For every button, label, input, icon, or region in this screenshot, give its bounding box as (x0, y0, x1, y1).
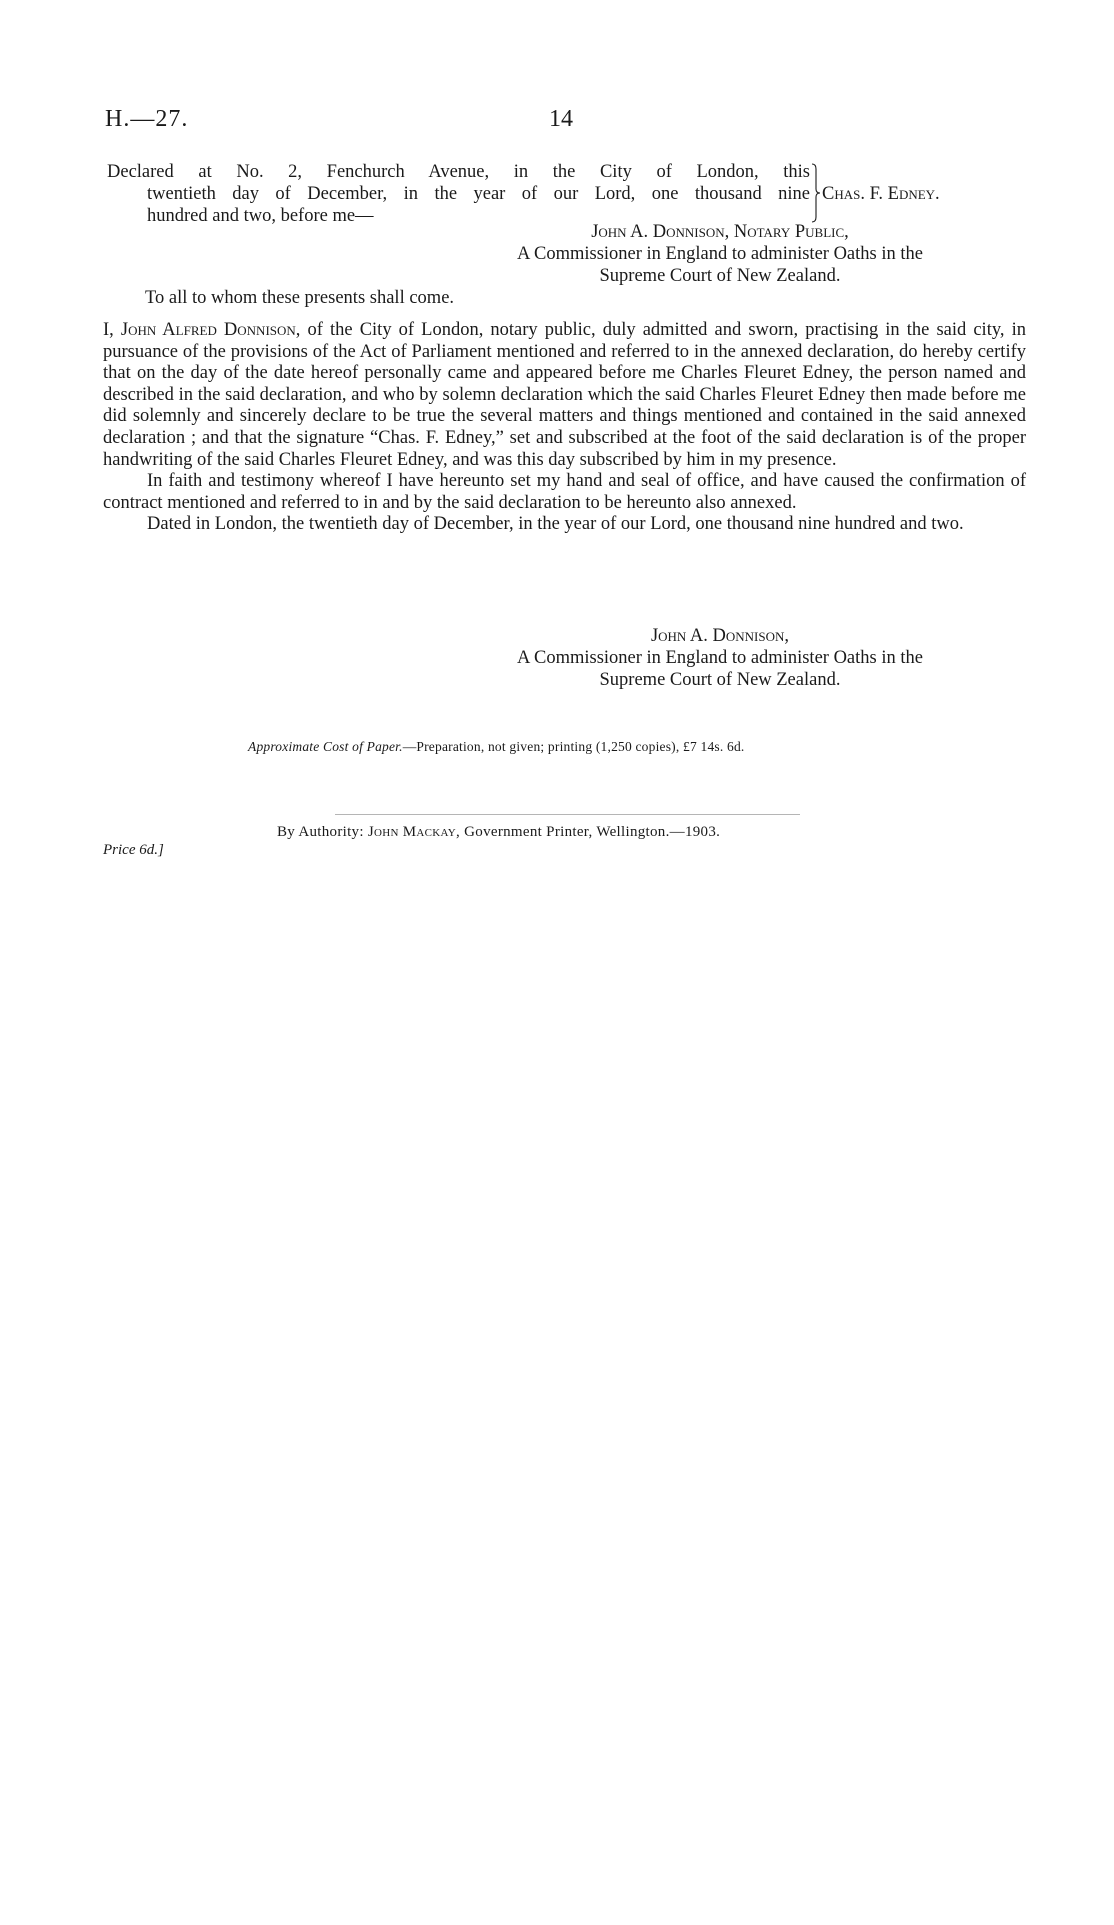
salutation: To all to whom these presents shall come. (145, 288, 455, 308)
certificate-paragraph: In faith and testimony whereof I have hereunto set my hand and seal of office, and have caused the confirmation of contract mentioned and referred to in and by the said declaration to be hereunto also annexed. (103, 471, 1026, 513)
declarant-signature: Chas. F. Edney. (822, 184, 940, 204)
signature-line: John A. Donnison, (650, 626, 790, 646)
notary-line: Supreme Court of New Zealand. (599, 266, 841, 286)
declaration-line: twentieth day of December, in the year of our Lord, one thousand nine (147, 184, 810, 204)
page-number: 14 (549, 106, 573, 132)
price-label: Price 6d.] (103, 842, 164, 858)
declaration-line: Declared at No. 2, Fenchurch Avenue, in the City of London, this (107, 162, 810, 182)
signature-line: A Commissioner in England to administer Oaths in the (517, 648, 923, 668)
declaration-text (107, 161, 810, 227)
footer-rule (335, 814, 800, 815)
document-reference: H.—27. (105, 106, 189, 132)
closing-signature (440, 625, 1000, 691)
certificate-body (103, 320, 1026, 536)
certificate-paragraph: Dated in London, the twentieth day of December, in the year of our Lord, one thousand nine hundred and two. (147, 514, 964, 535)
signature-line: Supreme Court of New Zealand. (599, 670, 841, 690)
right-brace (812, 163, 820, 223)
declaration-line: hundred and two, before me— (147, 206, 374, 226)
notary-line: A Commissioner in England to administer Oaths in the (517, 244, 923, 264)
notary-line: John A. Donnison, Notary Public, (591, 222, 849, 242)
printer-name: John Mackay (367, 824, 457, 840)
certificate-paragraph: I, John Alfred Donnison, of the City of London, notary public, duly admitted and sworn, practising in the said city, in pursuance of the provisions of the Act of Parliament mentioned and referred to in the annexed declaration, do hereby certify that on the day of the date hereof personally came and appeared before me Charles Fleuret Edney, the person named and described in the said declaration, and who by solemn declaration which the said Charles Fleuret Edney then made before me did solemnly and sincerely declare to be true the several matters and things mentioned and contained in the said annexed declaration ; and that the signature “Chas. F. Edney,” set and subscribed at the foot of the said declaration is of the proper handwriting of the said Charles Fleuret Edney, and was this day subscribed by him in my presence. (103, 320, 1026, 470)
cost-of-paper-note: Approximate Cost of Paper.—Preparation, not given; printing (1,250 copies), £7 14s. 6d. (248, 739, 745, 754)
printer-authority: By Authority: John Mackay, Government Printer, Wellington.—1903. (277, 824, 721, 840)
notary-name: John Alfred Donnison (120, 320, 296, 340)
notary-attestation (440, 221, 1000, 287)
